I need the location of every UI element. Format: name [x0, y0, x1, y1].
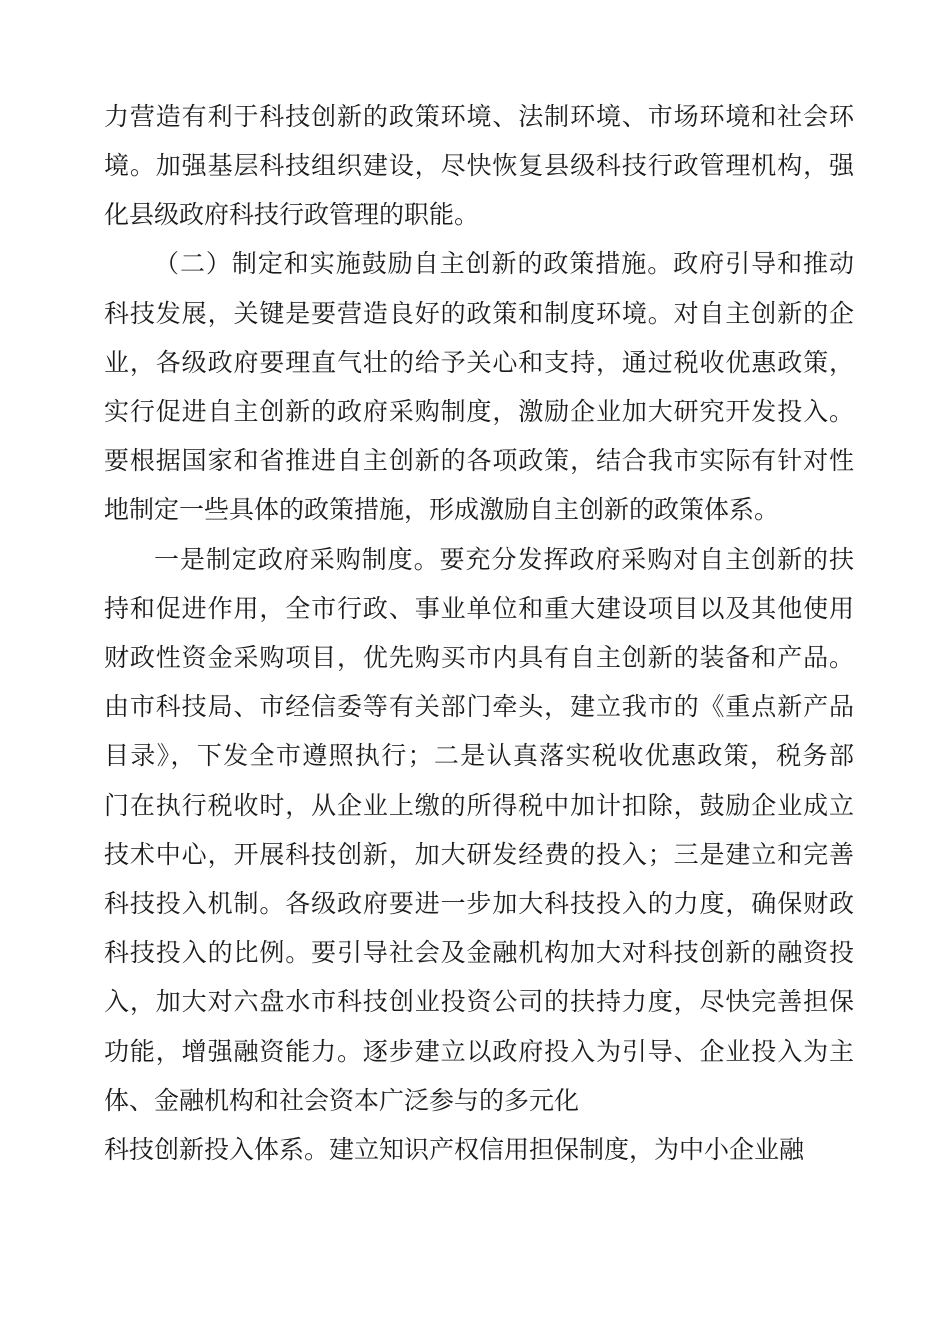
text-line: 目录》，下发全市遵照执行；二是认真落实税收优惠政策，税务部 [104, 741, 854, 770]
paragraph-start-line: （二）制定和实施鼓励自主创新的政策措施。政府引导和推动 [154, 249, 854, 278]
text-line: 持和促进作用，全市行政、事业单位和重大建设项目以及其他使用 [104, 594, 854, 623]
text-line: 地制定一些具体的政策措施，形成激励自主创新的政策体系。 [104, 495, 780, 524]
text-line: 科技发展，关键是要营造良好的政策和制度环境。对自主创新的企 [104, 299, 854, 328]
text-line: 科技投入机制。各级政府要进一步加大科技投入的力度，确保财政 [104, 889, 854, 918]
text-line: 科技投入的比例。要引导社会及金融机构加大对科技创新的融资投 [104, 938, 854, 967]
text-line: 境。加强基层科技组织建设，尽快恢复县级科技行政管理机构，强 [104, 151, 854, 180]
text-line: 科技创新投入体系。建立知识产权信用担保制度，为中小企业融 [104, 1135, 805, 1164]
text-line: 由市科技局、市经信委等有关部门牵头，建立我市的《重点新产品 [104, 692, 854, 721]
text-line: 财政性资金采购项目，优先购买市内具有自主创新的装备和产品。 [104, 643, 854, 672]
text-line: 化县级政府科技行政管理的职能。 [104, 200, 480, 229]
text-line: 门在执行税收时，从企业上缴的所得税中加计扣除，鼓励企业成立 [104, 791, 854, 820]
text-line: 实行促进自主创新的政府采购制度，激励企业加大研究开发投入。 [104, 397, 854, 426]
text-line: 业，各级政府要理直气壮的给予关心和支持，通过税收优惠政策， [104, 348, 854, 377]
text-line: 力营造有利于科技创新的政策环境、法制环境、市场环境和社会环 [104, 102, 854, 131]
text-line: 体、金融机构和社会资本广泛参与的多元化 [104, 1086, 580, 1115]
text-line: 功能，增强融资能力。逐步建立以政府投入为引导、企业投入为主 [104, 1037, 854, 1066]
paragraph-start-line: 一是制定政府采购制度。要充分发挥政府采购对自主创新的扶 [154, 545, 854, 574]
text-line: 技术中心，开展科技创新，加大研发经费的投入；三是建立和完善 [104, 840, 854, 869]
text-line: 入，加大对六盘水市科技创业投资公司的扶持力度，尽快完善担保 [104, 987, 854, 1016]
text-line: 要根据国家和省推进自主创新的各项政策，结合我市实际有针对性 [104, 446, 854, 475]
